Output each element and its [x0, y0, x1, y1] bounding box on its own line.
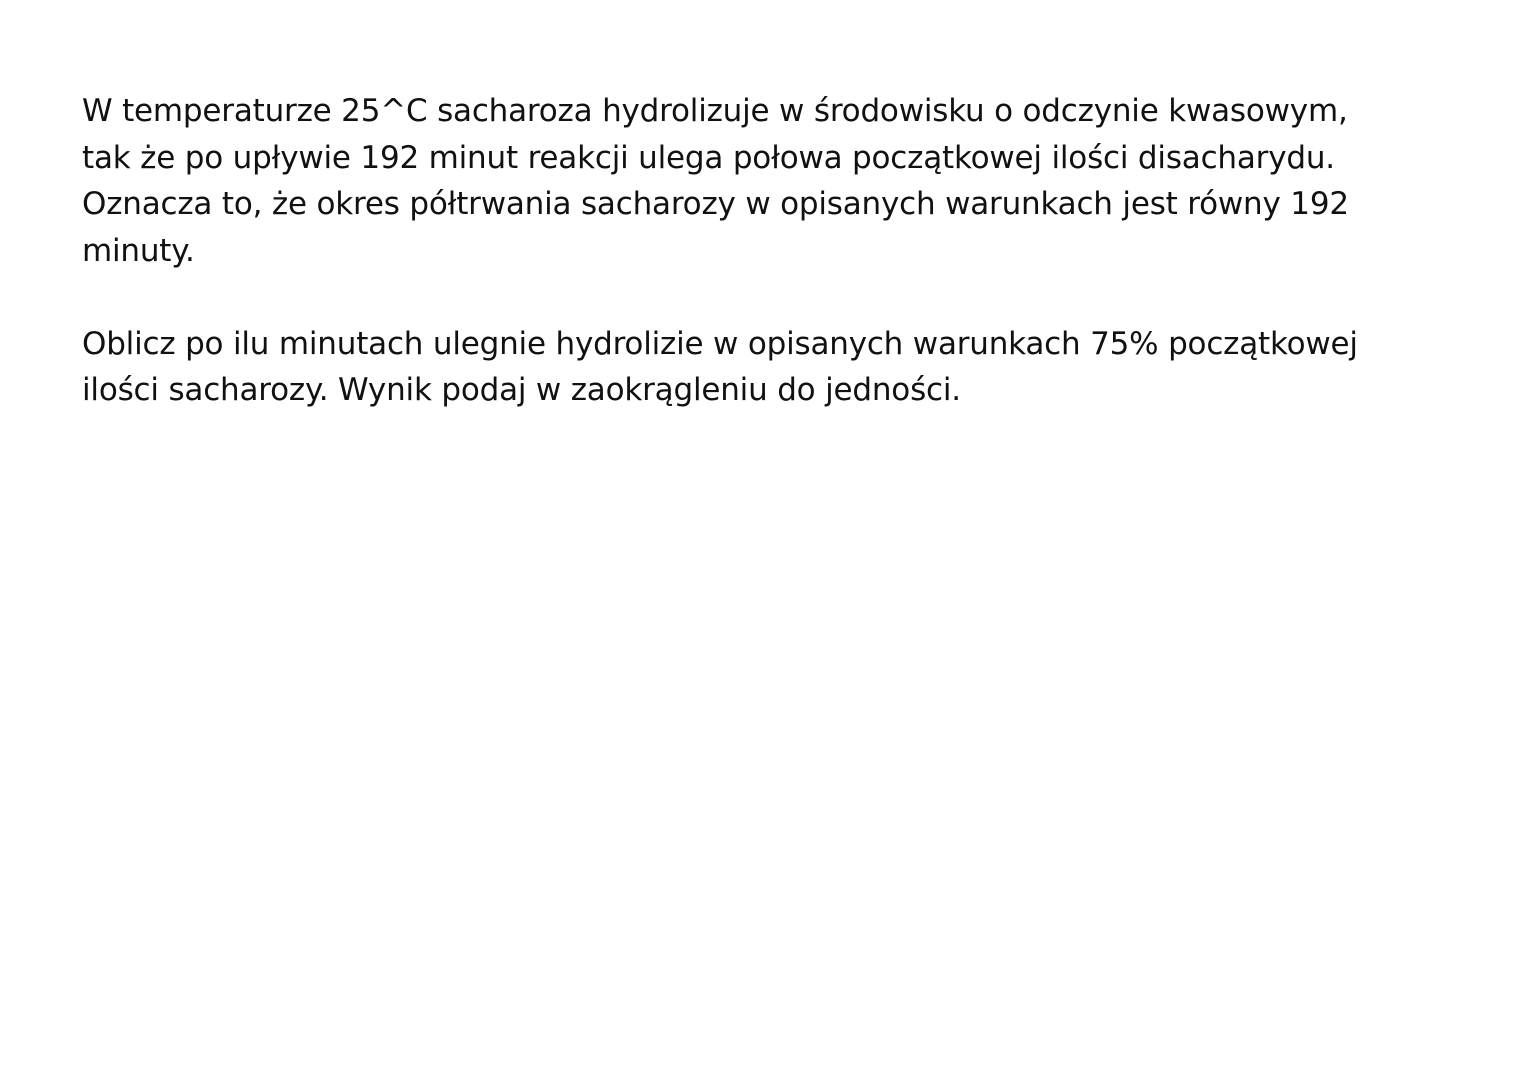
problem-description-paragraph [82, 88, 1462, 274]
text-line: minuty. [82, 232, 195, 269]
text-line: ilości sacharozy. Wynik podaj w zaokrągleniu do jedności. [82, 372, 961, 408]
text-line: tak że po upływie 192 minut reakcji ulega połowa początkowej ilości disacharydu. [82, 139, 1335, 176]
text-line: Oblicz po ilu minutach ulegnie hydrolizie w opisanych warunkach 75% początkowej [82, 325, 1358, 362]
document-content [82, 88, 1462, 414]
text-line: W temperaturze 25^C sacharoza hydrolizuje w środowisku o odczynie kwasowym, [82, 93, 1348, 129]
text-line: Oznacza to, że okres półtrwania sacharozy w opisanych warunkach jest równy 192 [82, 186, 1349, 222]
paragraph-spacer [82, 274, 1462, 321]
task-question-paragraph [82, 321, 1462, 414]
